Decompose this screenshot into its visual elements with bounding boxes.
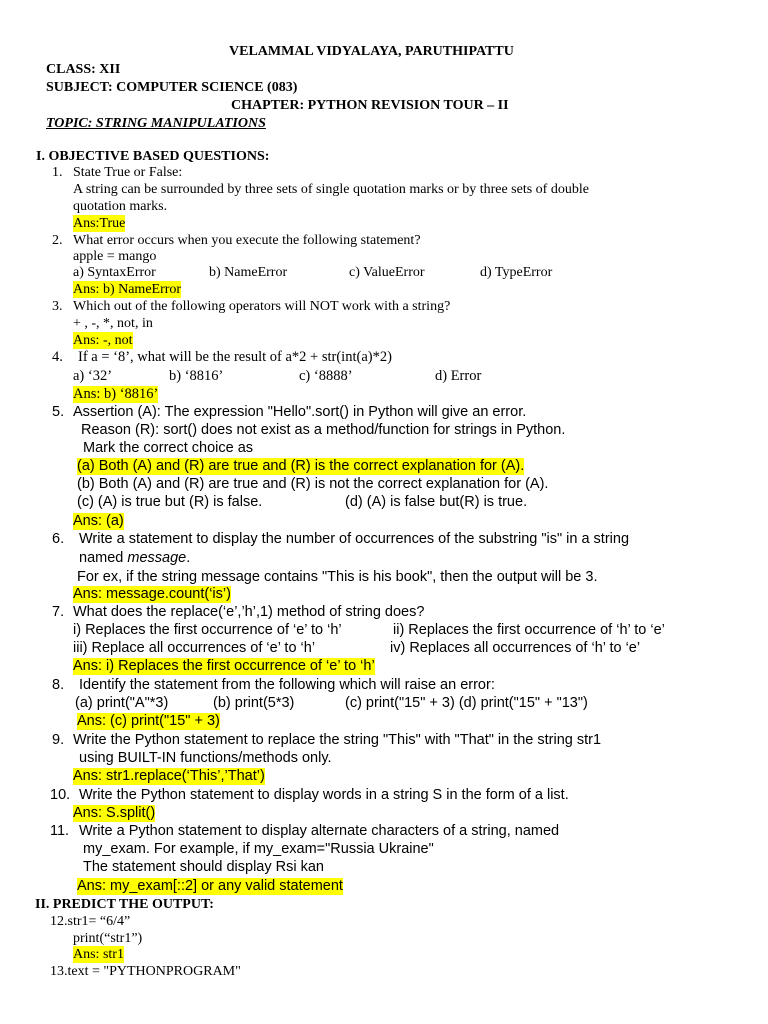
q11-answer: Ans: my_exam[::2] or any valid statement [77,878,343,894]
subject-line: SUBJECT: COMPUTER SCIENCE (083) [46,80,298,95]
q7-option-iii: iii) Replace all occurrences of ‘e’ to ‘h’ [73,640,316,656]
q9-line-2: using BUILT-IN functions/methods only. [79,750,332,766]
q3-number: 3. [52,299,63,314]
q2-option-b: b) NameError [209,265,288,280]
q10-line-1: Write the Python statement to display words in a string S in the form of a list. [79,787,569,803]
q2-answer: Ans: b) NameError [73,282,182,297]
section-1-title: I. OBJECTIVE BASED QUESTIONS: [36,149,270,164]
q6-line-1: Write a statement to display the number of occurrences of the substring "is" in a string [79,531,630,547]
q7-line-1: What does the replace(‘e’,’h’,1) method of string does? [73,604,425,620]
q7-option-ii: ii) Replaces the first occurrence of ‘h’ to ‘e’ [393,622,665,638]
q4-option-a: a) ‘32’ [73,368,113,384]
class-line: CLASS: XII [46,62,121,77]
q6-number: 6. [52,531,65,547]
q7-option-iv: iv) Replaces all occurrences of ‘h’ to ‘e’ [390,640,641,656]
q2-line-1: What error occurs when you execute the following statement? [73,233,421,248]
q5-option-a: (a) Both (A) and (R) are true and (R) is the correct explanation for (A). [77,458,525,474]
q8-line-1: Identify the statement from the following which will raise an error: [79,677,495,693]
q4-number: 4. [52,349,63,365]
school-name: VELAMMAL VIDYALAYA, PARUTHIPATTU [229,44,514,59]
q8-option-a: (a) print("A"*3) [75,695,169,711]
q5-instruction: Mark the correct choice as [83,440,254,456]
q6-line-3: For ex, if the string message contains "This is his book", then the output will be 3. [77,569,598,585]
q6-line-2-variable: message [127,550,187,566]
q5-option-b: (b) Both (A) and (R) are true and (R) is not the correct explanation for (A). [77,476,549,492]
q11-line-2: my_exam. For example, if my_exam="Russia Ukraine" [83,841,434,857]
q1-line-1: State True or False: [73,165,183,180]
q3-line-2: + , -, *, not, in [73,316,153,331]
q5-answer: Ans: (a) [73,513,124,529]
q8-answer: Ans: (c) print("15" + 3) [77,713,220,729]
q9-line-1: Write the Python statement to replace the string "This" with "That" in the string str1 [73,732,602,748]
q2-line-2: apple = mango [73,249,157,264]
q2-number: 2. [52,233,63,248]
q2-option-d: d) TypeError [480,265,553,280]
q7-answer: Ans: i) Replaces the first occurrence of ‘e’ to ‘h’ [73,658,375,674]
topic-line: TOPIC: STRING MANIPULATIONS [46,116,266,131]
q5-number: 5. [52,404,65,420]
q2-option-c: c) ValueError [349,265,425,280]
q10-number: 10. [50,787,71,803]
q11-line-1: Write a Python statement to display alternate characters of a string, named [79,823,560,839]
q7-option-i: i) Replaces the first occurrence of ‘e’ to ‘h’ [73,622,342,638]
q13-line-1: 13.text = "PYTHONPROGRAM" [50,964,241,979]
q12-answer: Ans: str1 [73,947,124,962]
q11-line-3: The statement should display Rsi kan [83,859,324,875]
q1-number: 1. [52,165,63,180]
q9-answer: Ans: str1.replace(‘This’,’That’) [73,768,265,784]
q6-line-2 [79,550,190,567]
q10-answer: Ans: S.split() [73,805,156,821]
q4-option-c: c) ‘8888’ [299,368,353,384]
q6-line-2-end: . [186,550,191,566]
q1-line-2: A string can be surrounded by three sets of single quotation marks or by three sets of double [73,182,589,197]
q5-option-c: (c) (A) is true but (R) is false. [77,494,263,510]
q8-option-c-d: (c) print("15" + 3) (d) print("15" + "13") [345,695,588,711]
q1-line-3: quotation marks. [73,199,168,214]
q6-answer: Ans: message.count(‘is’) [73,586,231,602]
q5-reason: Reason (R): sort() does not exist as a method/function for strings in Python. [81,422,566,438]
q3-answer: Ans: -, not [73,333,133,348]
q7-number: 7. [52,604,65,620]
q12-line-2: print(“str1”) [73,931,143,946]
q6-line-2-start: named [79,550,128,566]
q12-line-1: 12.str1= “6/4” [50,914,131,929]
q3-line-1: Which out of the following operators will NOT work with a string? [73,299,451,314]
q4-answer: Ans: b) ‘8816’ [73,386,159,402]
q4-option-b: b) ‘8816’ [169,368,224,384]
q9-number: 9. [52,732,65,748]
chapter-line: CHAPTER: PYTHON REVISION TOUR – II [231,98,509,113]
q5-option-d: (d) (A) is false but(R) is true. [345,494,528,510]
q1-answer: Ans:True [73,216,126,231]
q5-assertion: Assertion (A): The expression "Hello".sort() in Python will give an error. [73,404,527,420]
section-2-title: II. PREDICT THE OUTPUT: [35,897,214,912]
q11-number: 11. [50,823,70,839]
q8-number: 8. [52,677,65,693]
q2-option-a: a) SyntaxError [73,265,156,280]
q4-option-d: d) Error [435,368,482,384]
q8-option-b: (b) print(5*3) [213,695,295,711]
q4-line-1: If a = ‘8’, what will be the result of a*2 + str(int(a)*2) [78,349,392,365]
